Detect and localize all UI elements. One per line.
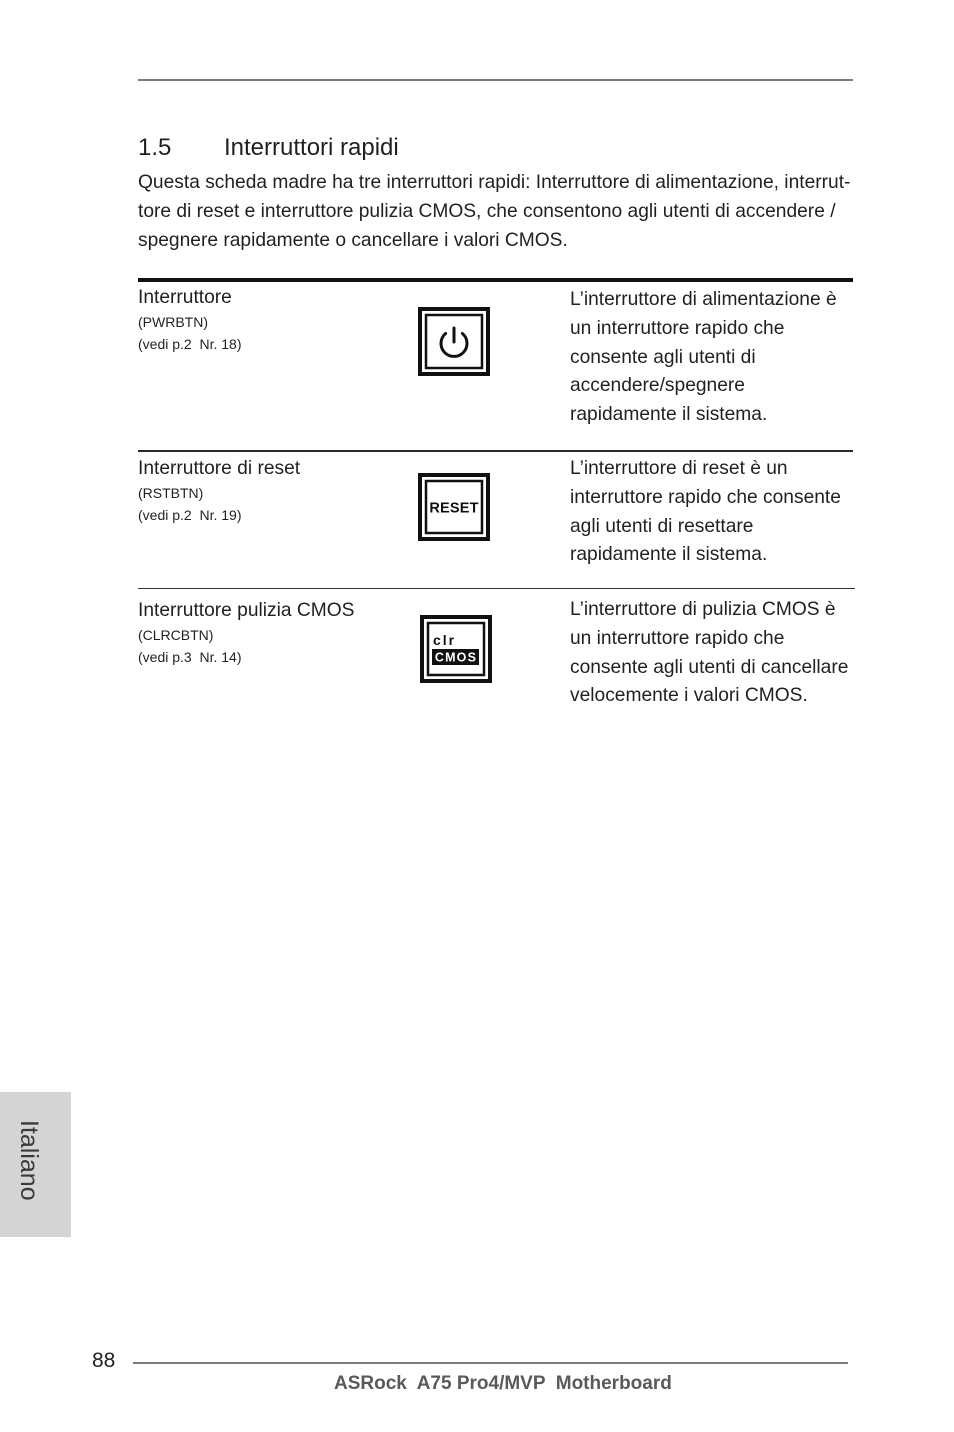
switch-row-clear-cmos [0, 596, 954, 726]
language-side-tab [0, 1092, 71, 1237]
description-line: rapidamente il sistema. [570, 404, 768, 426]
top-rule [138, 79, 853, 81]
switch-code: (RSTBTN) [138, 485, 204, 501]
switch-reference: (vedi p.3 Nr. 14) [138, 649, 242, 665]
intro-line: Questa scheda madre ha tre interruttori rapidi: Interruttore di alimentazione, interrut- [138, 172, 851, 193]
table-top-rule [138, 278, 853, 282]
description-line: un interruttore rapido che [570, 317, 785, 339]
section-title: Interruttori rapidi [224, 134, 399, 161]
switch-code: (PWRBTN) [138, 314, 208, 330]
switch-description [570, 286, 837, 430]
switch-label [138, 283, 242, 356]
clr-icon-label: clr [433, 632, 457, 648]
footer-rule [133, 1362, 848, 1364]
row-separator [138, 450, 853, 452]
switch-row-power [0, 283, 954, 448]
clear-cmos-icon [420, 615, 492, 683]
description-line: L’interruttore di alimentazione è [570, 289, 837, 310]
description-line: L’interruttore di pulizia CMOS è [570, 599, 836, 620]
description-line: agli utenti di resettare [570, 515, 754, 537]
switch-code: (CLRCBTN) [138, 627, 214, 643]
language-label: Italiano [15, 1120, 43, 1201]
switch-description [570, 455, 841, 570]
section-heading [138, 136, 853, 160]
description-line: rapidamente il sistema. [570, 544, 768, 566]
switch-name: Interruttore di reset [138, 458, 301, 479]
intro-line: tore di reset e interruttore pulizia CMOS, che consentono agli utenti di accendere / [138, 201, 836, 222]
description-line: accendere/spegnere [570, 375, 745, 397]
switch-name: Interruttore [138, 287, 232, 308]
power-icon [418, 307, 490, 376]
switch-label [138, 596, 354, 669]
reset-icon [418, 473, 490, 541]
description-line: L’interruttore di reset è un [570, 458, 788, 479]
description-line: consente agli utenti di cancellare [570, 656, 849, 678]
description-line: velocemente i valori CMOS. [570, 685, 808, 707]
description-line: un interruttore rapido che [570, 627, 785, 649]
intro-paragraph [138, 168, 854, 255]
description-line: interruttore rapido che consente [570, 486, 841, 508]
cmos-icon-label: CMOS [434, 650, 478, 665]
section-number: 1.5 [138, 134, 172, 161]
row-separator [138, 588, 855, 589]
switch-name: Interruttore pulizia CMOS [138, 600, 355, 621]
footer-product-name: ASRock A75 Pro4/MVP Motherboard [334, 1373, 672, 1394]
switch-reference: (vedi p.2 Nr. 19) [138, 507, 242, 523]
reset-icon-label: RESET [429, 500, 479, 517]
intro-line: spegnere rapidamente o cancellare i valori CMOS. [138, 230, 568, 251]
switch-reference: (vedi p.2 Nr. 18) [138, 336, 242, 352]
switch-description [570, 596, 848, 711]
description-line: consente agli utenti di [570, 346, 756, 368]
page-number: 88 [92, 1349, 116, 1372]
switch-row-reset [0, 454, 954, 586]
switch-label [138, 454, 300, 527]
